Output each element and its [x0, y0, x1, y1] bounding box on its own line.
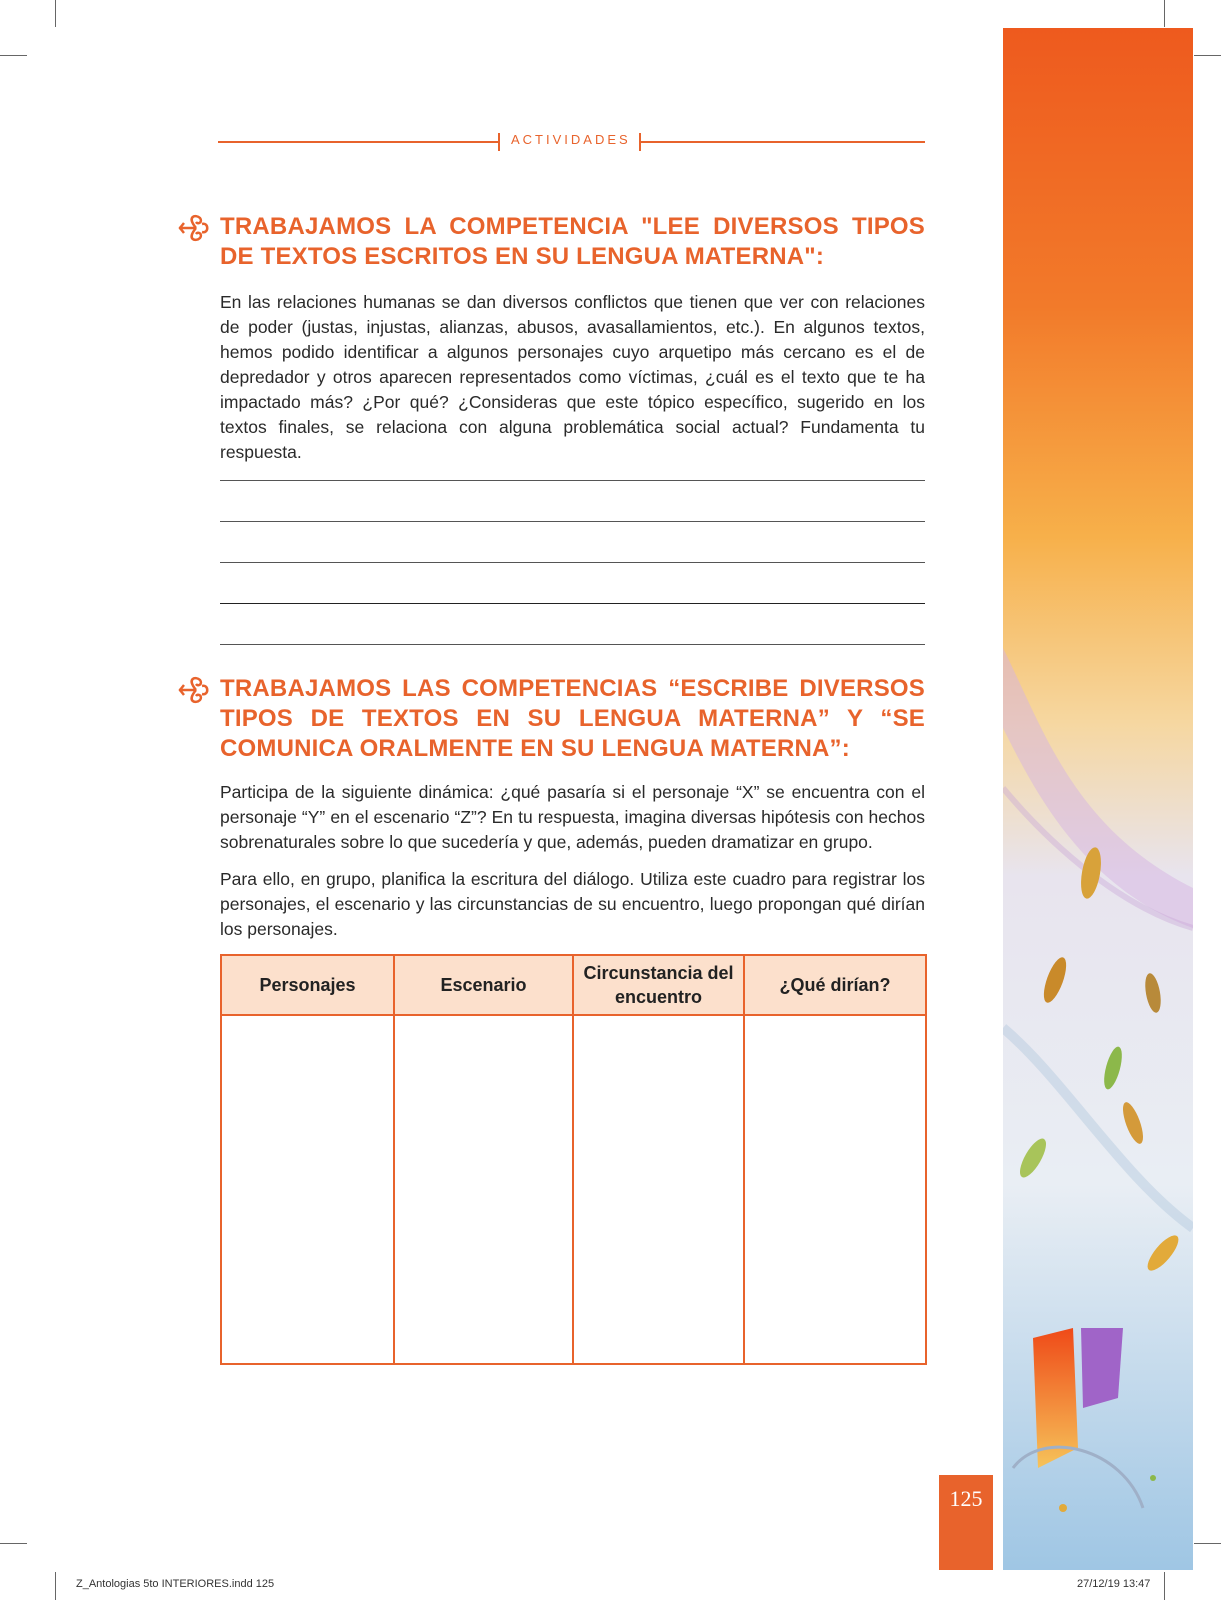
section1-title: TRABAJAMOS LA COMPETENCIA "LEE DIVERSOS TIPOS DE TEXTOS ESCRITOS EN SU LENGUA MATERNA":	[220, 213, 925, 270]
header-rule-left	[218, 141, 500, 143]
section2-title: TRABAJAMOS LAS COMPETENCIAS “ESCRIBE DIVERSOS TIPOS DE TEXTOS EN SU LENGUA MATERNA” Y “SE COMUNICA ORALMENTE EN SU LENGUA MATERNA”:	[220, 675, 925, 762]
crop-mark	[55, 0, 56, 27]
crop-mark	[1164, 0, 1165, 27]
crop-mark	[1194, 1543, 1221, 1544]
table-cell[interactable]	[744, 1015, 926, 1364]
decorative-illustration	[1003, 28, 1193, 1570]
page-number: 125	[949, 1486, 983, 1511]
footer-timestamp: 27/12/19 13:47	[1077, 1578, 1151, 1590]
table-header-cell: Escenario	[394, 955, 573, 1015]
flourish-icon	[178, 212, 212, 244]
crop-mark	[0, 55, 27, 56]
answer-line	[220, 644, 925, 645]
section-header-label: ACTIVIDADES	[511, 132, 631, 147]
table-header-cell: Circunstancia del encuentro	[573, 955, 744, 1015]
table-cell[interactable]	[394, 1015, 573, 1364]
answer-line	[220, 562, 925, 563]
table-row	[221, 1015, 926, 1364]
crop-mark	[1194, 55, 1221, 56]
header-rule-right	[641, 141, 925, 143]
crop-mark	[55, 1572, 56, 1600]
planning-table	[220, 954, 927, 1365]
table-header-cell: ¿Qué dirían?	[744, 955, 926, 1015]
crop-mark	[1164, 1572, 1165, 1600]
flourish-icon	[178, 674, 212, 706]
table-header-cell: Personajes	[221, 955, 394, 1015]
footer-file-info: Z_Antologias 5to INTERIORES.indd 125	[76, 1578, 275, 1590]
answer-line	[220, 521, 925, 522]
section2-paragraph-2: Para ello, en grupo, planifica la escritura del diálogo. Utiliza este cuadro para registrar los personajes, el escenario y las circunstancias de su encuentro, luego propongan qué dirían los personajes.	[220, 869, 925, 939]
answer-line	[220, 480, 925, 481]
section1-paragraph: En las relaciones humanas se dan diversos conflictos que tienen que ver con relaciones de poder (justas, injustas, alianzas, abusos, avasallamientos, etc.). En algunos textos, hemos podido identificar a algunos personajes cuyo arquetipo más cercano es el de depredador y otros aparecen representados como víctimas, ¿cuál es el texto que te ha impactado más? ¿Por qué? ¿Consideras que este tópico específico, sugerido en los textos finales, se relaciona con alguna problemática social actual? Fundamenta tu respuesta.	[220, 292, 925, 462]
painted-sky-illustration	[1003, 28, 1193, 1570]
header-tick-left	[498, 133, 500, 151]
table-cell[interactable]	[573, 1015, 744, 1364]
table-header-row	[221, 955, 926, 1015]
table-cell[interactable]	[221, 1015, 394, 1364]
crop-mark	[0, 1543, 27, 1544]
answer-line	[220, 603, 925, 604]
section2-paragraph-1: Participa de la siguiente dinámica: ¿qué pasaría si el personaje “X” se encuentra con el personaje “Y” en el escenario “Z”? En tu respuesta, imagina diversas hipótesis con hechos sobrenaturales sobre lo que sucedería y que, además, pueden dramatizar en grupo.	[220, 782, 925, 852]
